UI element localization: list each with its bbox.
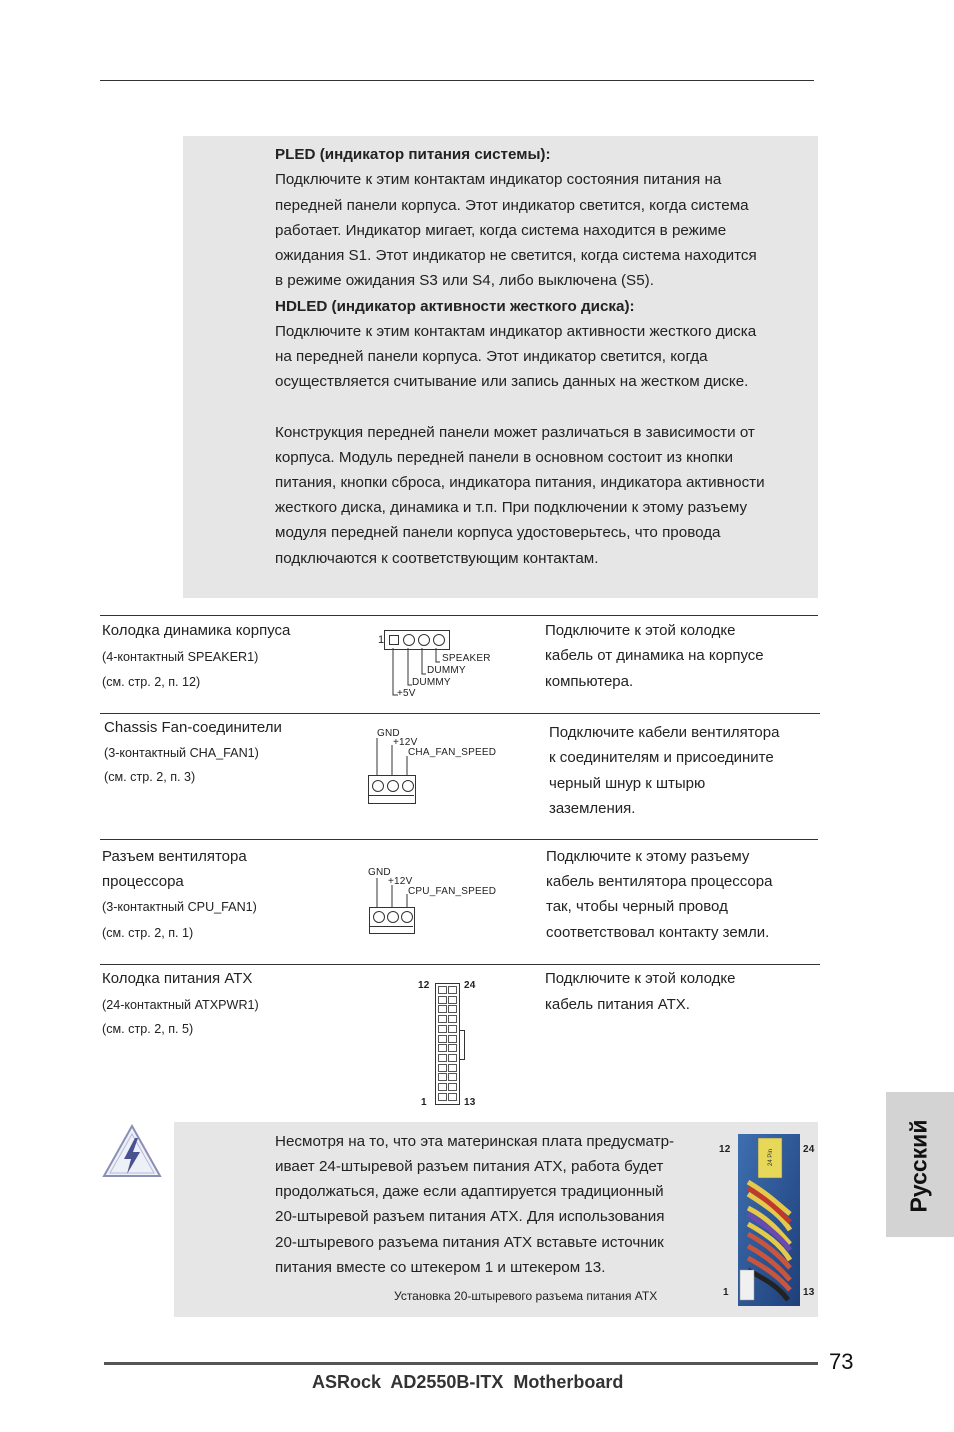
speaker-desc: кабель от динамика на корпусе — [545, 647, 764, 664]
speaker-desc: компьютера. — [545, 673, 634, 690]
speaker-ref: (см. стр. 2, п. 12) — [102, 675, 201, 689]
atx-pin — [448, 1015, 457, 1023]
speaker-pin-label: DUMMY — [427, 665, 466, 676]
note-line: питания вместе со штекером 1 и штекером 13. — [275, 1259, 606, 1276]
atx-pin — [438, 1073, 447, 1081]
footer-model: ASRock AD2550B-ITX Motherboard — [312, 1372, 624, 1392]
cpu-fan-desc: так, чтобы черный провод — [546, 898, 728, 915]
cpu-fan-pin-label: GND — [368, 867, 391, 878]
atx-pin-label: 1 — [421, 1097, 427, 1108]
photo-pin-label: 1 — [723, 1287, 729, 1298]
atx-pin — [438, 1093, 447, 1101]
cha-fan-pin-label: CHA_FAN_SPEED — [408, 747, 497, 758]
photo-pin-label: 13 — [803, 1287, 815, 1298]
cpu-fan-subtitle: (3-контактный CPU_FAN1) — [102, 900, 257, 914]
note-caption: Установка 20-штыревого разъема питания ATX — [394, 1289, 658, 1303]
speaker-pin1-label: 1 — [378, 634, 385, 646]
panel-line: корпуса. Модуль передней панели в основном состоит из кнопки — [275, 449, 733, 466]
note-line: продолжаться, даже если адаптируется традиционный — [275, 1183, 664, 1200]
section-rule — [100, 964, 820, 965]
atx-subtitle: (24-контактный ATXPWR1) — [102, 998, 259, 1012]
atx-pin — [438, 986, 447, 994]
cpu-fan-ref: (см. стр. 2, п. 1) — [102, 926, 194, 940]
cpu-fan-desc: кабель вентилятора процессора — [546, 873, 773, 890]
section-rule — [100, 839, 818, 840]
note-line: 20-штыревого разъема питания ATX вставьте источник — [275, 1234, 664, 1251]
pin-round — [401, 911, 413, 923]
cha-fan-pin-label: GND — [377, 728, 400, 739]
panel-line: жесткого диска, динамика и т.п. При подключении к этому разъему — [275, 499, 748, 516]
note-line: ивает 24-штыревой разъем питания ATX, работа будет — [275, 1158, 664, 1175]
cha-fan-ref: (см. стр. 2, п. 3) — [104, 770, 196, 784]
power-connector-photo — [738, 1134, 800, 1306]
page-number: 73 — [829, 1349, 854, 1374]
atx-pin — [438, 1035, 447, 1043]
cpu-fan-header-rail — [369, 926, 413, 927]
cha-fan-desc: Подключите кабели вентилятора — [549, 724, 780, 741]
atx-ref: (см. стр. 2, п. 5) — [102, 1022, 194, 1036]
speaker-desc: Подключите к этой колодке — [545, 622, 736, 639]
atx-pin — [438, 1083, 447, 1091]
speaker-pin-label: DUMMY — [412, 677, 451, 688]
pled-line: в режиме ожидания S3 или S4, либо выключена (S5). — [275, 272, 654, 289]
cha-fan-subtitle: (3-контактный CHA_FAN1) — [104, 746, 259, 760]
footer-rule — [104, 1362, 818, 1365]
pled-line: передней панели корпуса. Этот индикатор светится, когда система — [275, 197, 749, 214]
atx-pin — [448, 986, 457, 994]
atx-pin — [448, 1005, 457, 1013]
section-rule — [100, 615, 818, 616]
atx-title: Колодка питания ATX — [102, 970, 253, 987]
section-rule — [100, 713, 820, 714]
atx-pin — [448, 1083, 457, 1091]
atx-pin — [438, 1025, 447, 1033]
panel-line: Конструкция передней панели может различаться в зависимости от — [275, 424, 755, 441]
language-tab-label: Русский — [905, 1119, 932, 1213]
panel-line: подключаются к соответствующим контактам. — [275, 550, 599, 567]
panel-line: модуля передней панели корпуса удостоверьтесь, что провода — [275, 524, 721, 541]
atx-pin — [448, 996, 457, 1004]
speaker-pin-label: +5V — [397, 688, 416, 699]
cha-fan-title: Chassis Fan-соединители — [104, 719, 282, 736]
atx-pin — [448, 1093, 457, 1101]
pin-round — [373, 911, 385, 923]
cpu-fan-pin-label: +12V — [388, 876, 413, 887]
note-line: 20-штыревой разъем питания ATX. Для использования — [275, 1208, 665, 1225]
pled-line: ожидания S1. Этот индикатор не светится, когда система находится — [275, 247, 757, 264]
atx-pin — [438, 1005, 447, 1013]
atx-pin — [448, 1064, 457, 1072]
atx-latch — [459, 1030, 465, 1060]
pled-title: PLED (индикатор питания системы): — [275, 146, 551, 163]
atx-pin — [448, 1035, 457, 1043]
panel-line: питания, кнопки сброса, индикатора питания, индикатора активности — [275, 474, 765, 491]
top-rule — [100, 80, 814, 81]
pled-line: Подключите к этим контактам индикатор состояния питания на — [275, 171, 722, 188]
atx-pin — [438, 996, 447, 1004]
pin-round — [402, 780, 414, 792]
photo-24pin-label: 24 Pin — [768, 1148, 774, 1166]
cpu-fan-title: процессора — [102, 873, 184, 890]
atx-pin — [448, 1044, 457, 1052]
pled-line: работает. Индикатор мигает, когда система находится в режиме — [275, 222, 727, 239]
cha-fan-desc: заземления. — [549, 800, 636, 817]
hdled-line: на передней панели корпуса. Этот индикатор светится, когда — [275, 348, 708, 365]
cha-fan-pin-label: +12V — [393, 737, 418, 748]
photo-pin-label: 24 — [803, 1144, 815, 1155]
atx-desc: Подключите к этой колодке — [545, 970, 736, 987]
atx-pin — [438, 1044, 447, 1052]
note-line: Несмотря на то, что эта материнская плата предусматр- — [275, 1133, 675, 1150]
cha-fan-header-rail — [368, 795, 414, 796]
atx-pin — [438, 1015, 447, 1023]
pin-round — [387, 911, 399, 923]
cpu-fan-pin-label: CPU_FAN_SPEED — [408, 886, 497, 897]
atx-pin — [438, 1064, 447, 1072]
atx-pin — [438, 1054, 447, 1062]
hdled-line: Подключите к этим контактам индикатор активности жесткого диска — [275, 323, 757, 340]
atx-pin-label: 13 — [464, 1097, 476, 1108]
cpu-fan-desc: соответствовал контакту земли. — [546, 924, 770, 941]
speaker-title: Колодка динамика корпуса — [102, 622, 291, 639]
cha-fan-desc: к соединителям и присоедините — [549, 749, 774, 766]
warning-icon — [102, 1124, 162, 1178]
cpu-fan-desc: Подключите к этому разъему — [546, 848, 750, 865]
atx-pin — [448, 1073, 457, 1081]
pin-square — [389, 635, 399, 645]
speaker-subtitle: (4-контактный SPEAKER1) — [102, 650, 259, 664]
atx-desc: кабель питания ATX. — [545, 996, 690, 1013]
speaker-pin-label: SPEAKER — [442, 653, 491, 664]
cha-fan-desc: черный шнур к штырю — [549, 775, 706, 792]
hdled-line: осуществляется считывание или запись данных на жестком диске. — [275, 373, 749, 390]
pin-round — [372, 780, 384, 792]
pin-round — [387, 780, 399, 792]
atx-pin — [448, 1054, 457, 1062]
photo-pin-label: 12 — [719, 1144, 731, 1155]
atx-pin-label: 12 — [418, 980, 430, 991]
atx-pin-label: 24 — [464, 980, 476, 991]
hdled-title: HDLED (индикатор активности жесткого диска): — [275, 298, 635, 315]
atx-pin — [448, 1025, 457, 1033]
cpu-fan-title: Разъем вентилятора — [102, 848, 247, 865]
